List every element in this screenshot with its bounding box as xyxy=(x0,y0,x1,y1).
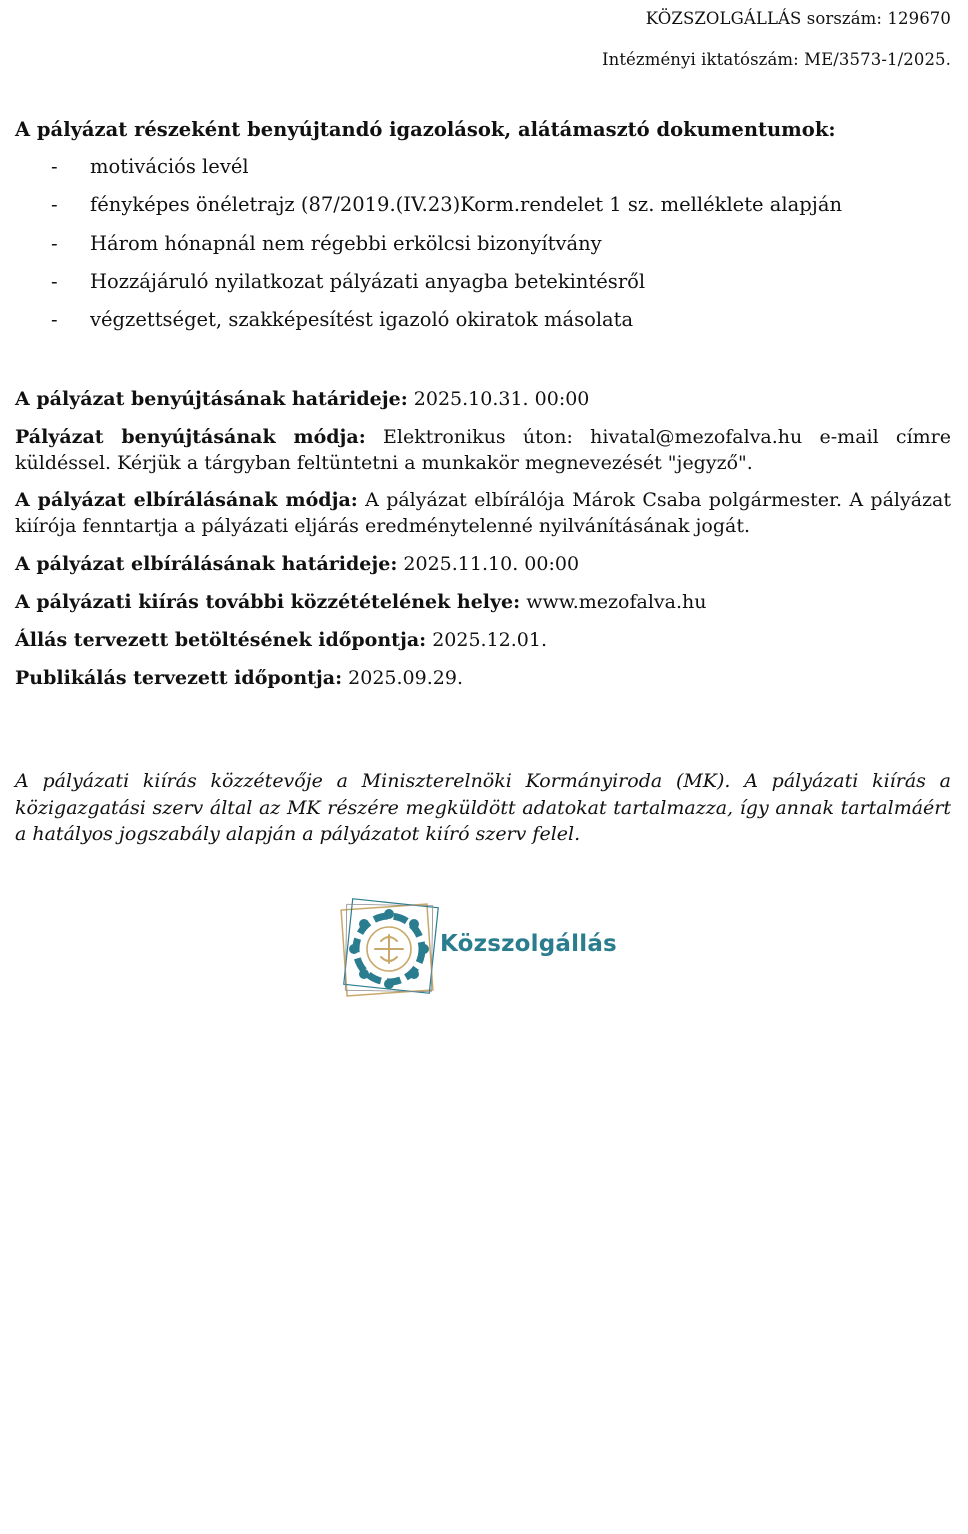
publication-place-value: www.mezofalva.hu xyxy=(520,591,707,613)
list-item-text: Hozzájáruló nyilatkozat pályázati anyagba betekintésről xyxy=(90,269,646,293)
list-bullet: - xyxy=(51,269,58,293)
serial-number: KÖZSZOLGÁLLÁS sorszám: 129670 xyxy=(645,9,951,28)
planned-fill-date-label: Állás tervezett betöltésének időpontja: xyxy=(15,629,427,651)
evaluation-deadline-label: A pályázat elbírálásának határideje: xyxy=(15,553,398,575)
evaluation-mode-value: A pályázat elbírálója Márok Csaba polgármester. A pályázat kiírója fenntartja a pályázati eljárás eredménytelenné nyilvánításának jogát. xyxy=(15,489,952,537)
planned-publish-date xyxy=(15,665,951,691)
planned-fill-date xyxy=(15,627,951,653)
list-item xyxy=(15,270,842,308)
documents-list xyxy=(15,155,842,346)
submission-deadline xyxy=(15,386,951,412)
submission-mode xyxy=(15,424,951,476)
evaluation-deadline xyxy=(15,551,951,577)
list-bullet: - xyxy=(51,231,58,255)
evaluation-mode-label: A pályázat elbírálásának módja: xyxy=(15,489,358,511)
planned-publish-date-label: Publikálás tervezett időpontja: xyxy=(15,667,343,689)
list-bullet: - xyxy=(51,308,58,332)
publisher-note: A pályázati kiírás közzétevője a Miniszterelnöki Kormányiroda (MK). A pályázati kiírás a közigazgatási szerv által az MK részére megküldött adatokat tartalmazza, így annak tartalmáért a hatályos jogszabály alapján a pályázatot kiíró szerv felel. xyxy=(15,770,951,845)
list-item-text: Három hónapnál nem régebbi erkölcsi bizonyítvány xyxy=(90,231,602,255)
publication-place xyxy=(15,589,951,615)
list-item xyxy=(15,193,842,231)
list-item-text: motivációs levél xyxy=(90,155,249,178)
filing-number: Intézményi iktatószám: ME/3573-1/2025. xyxy=(601,50,951,69)
planned-publish-date-value: 2025.09.29. xyxy=(342,667,463,689)
documents-title: A pályázat részeként benyújtandó igazolások, alátámasztó dokumentumok: xyxy=(15,118,836,141)
evaluation-mode xyxy=(15,487,951,539)
list-bullet: - xyxy=(51,155,58,178)
planned-fill-date-value: 2025.12.01. xyxy=(426,629,548,651)
logo-wordmark: Közszolgállás xyxy=(440,931,617,957)
list-item xyxy=(15,308,842,346)
submission-mode-value: Elektronikus úton: hivatal@mezofalva.hu e-mail címre küldéssel. Kérjük a tárgyban feltüntetni a munkakör megnevezését "jegyző". xyxy=(15,426,951,474)
list-item xyxy=(15,155,842,193)
list-item-text: fényképes önéletrajz (87/2019.(IV.23)Korm.rendelet 1 sz. melléklete alapján xyxy=(90,193,842,217)
submission-deadline-value: 2025.10.31. 00:00 xyxy=(407,388,590,410)
list-bullet: - xyxy=(51,193,58,217)
evaluation-deadline-value: 2025.11.10. 00:00 xyxy=(397,553,580,575)
center-emblem-icon xyxy=(375,935,403,963)
list-item xyxy=(15,232,842,270)
submission-deadline-label: A pályázat benyújtásának határideje: xyxy=(15,388,408,410)
publication-place-label: A pályázati kiírás további közzétételének helye: xyxy=(15,591,521,613)
submission-mode-label: Pályázat benyújtásának módja: xyxy=(15,426,366,448)
list-item-text: végzettséget, szakképesítést igazoló okiratok másolata xyxy=(90,308,634,332)
